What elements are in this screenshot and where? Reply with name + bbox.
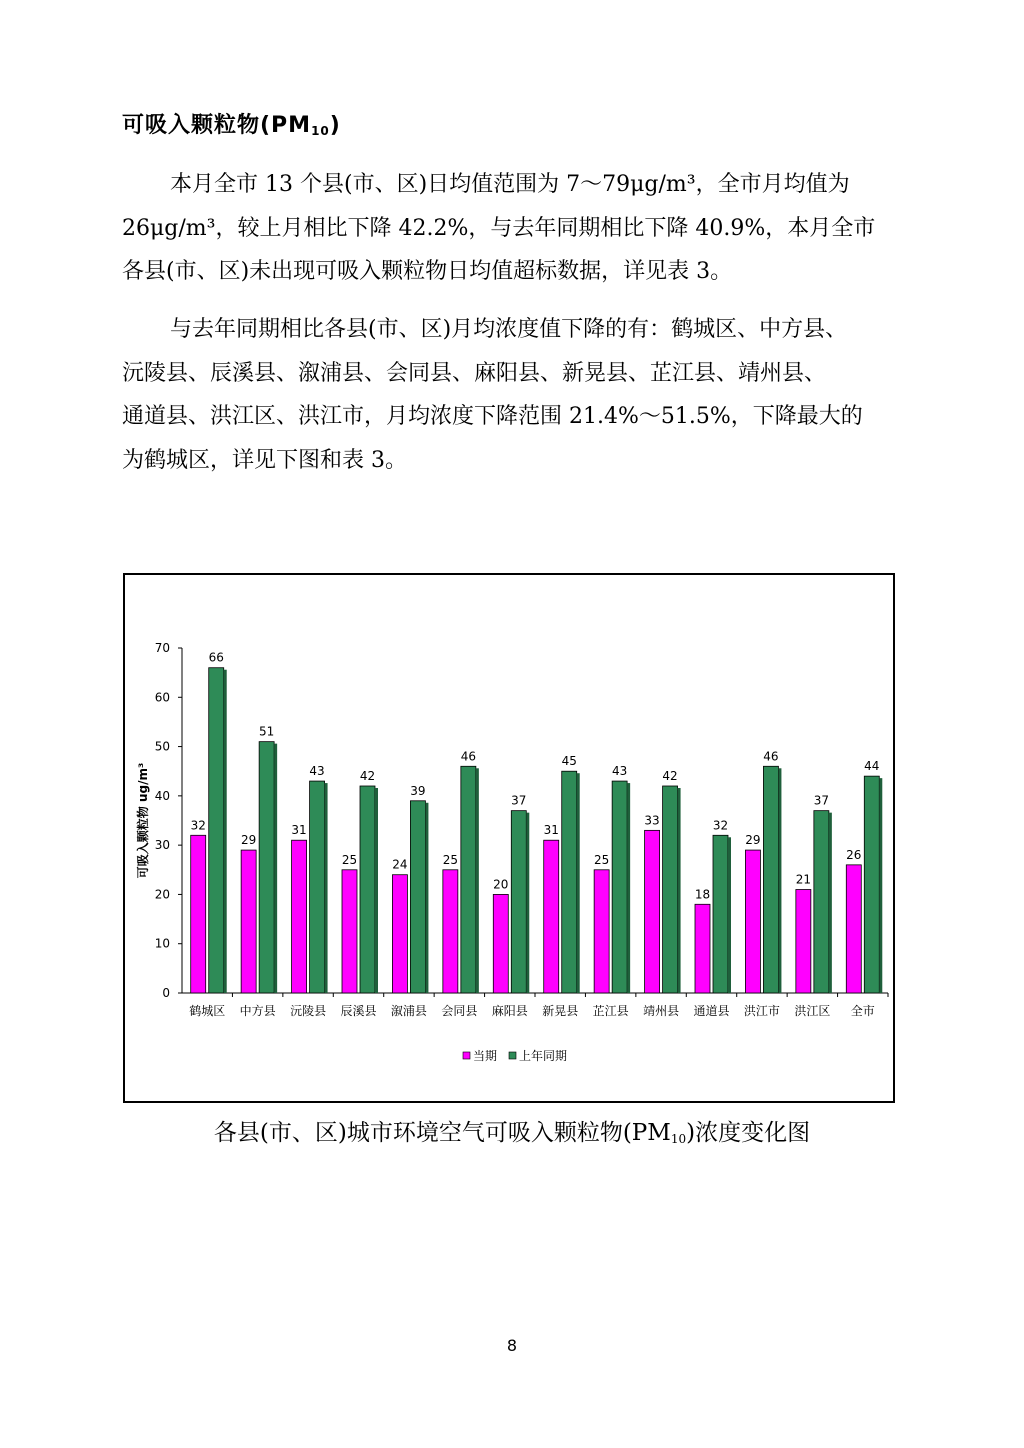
x-tick-label: 全市 [850,1004,875,1018]
section-heading [122,108,341,139]
bar-current [342,870,357,993]
caption-subscript: 10 [670,1132,687,1146]
data-label: 24 [392,857,408,872]
y-tick-label: 20 [154,887,170,902]
paragraph-2-line: 为鹤城区，详见下图和表 3。 [122,447,407,473]
x-tick-label: 会同县 [441,1004,478,1018]
bar-current [645,830,660,993]
bar-last-year [562,771,577,993]
caption-close: )浓度变化图 [686,1120,811,1146]
bar-3d-side [829,813,832,993]
x-tick-label: 中方县 [239,1004,276,1018]
data-label: 31 [291,823,307,838]
y-tick-label: 40 [154,788,170,803]
data-label: 25 [594,852,610,867]
heading-text: 可吸入颗粒物(PM [122,113,312,138]
y-tick-label: 50 [154,739,170,754]
data-label: 25 [341,852,358,867]
legend-swatch [463,1052,470,1059]
paragraph-1-line: 26μg/m³，较上月相比下降 42.2%，与去年同期相比下降 40.9%，本月全市 [122,215,876,241]
bar-3d-side [678,788,681,993]
x-tick-label: 沅陵县 [290,1004,327,1018]
y-tick-label: 30 [154,838,170,853]
bar-3d-side [274,744,277,993]
data-label: 42 [662,769,678,783]
bar-last-year [763,766,778,993]
bar-current [241,850,256,993]
data-label: 39 [410,783,426,798]
data-label: 25 [442,852,458,867]
figure-caption [0,1114,1024,1147]
bar-3d-side [526,813,529,993]
bar-current [695,904,710,993]
y-tick-label: 10 [154,936,170,951]
data-label: 33 [644,813,660,828]
bar-last-year [209,668,224,993]
bar-3d-side [879,778,882,993]
bar-chart [125,575,893,1101]
data-label: 42 [359,769,376,783]
x-tick-label: 麻阳县 [491,1004,528,1018]
bar-last-year [461,766,476,993]
legend-swatch [509,1052,516,1059]
x-tick-label: 洪江区 [794,1004,831,1018]
data-label: 29 [241,833,257,848]
paragraph-2-line: 与去年同期相比各县(市、区)月均浓度值下降的有：鹤城区、中方县、 [170,317,848,342]
x-tick-label: 芷江县 [592,1004,629,1018]
bar-3d-side [325,783,328,993]
data-label: 21 [795,872,811,887]
x-tick-label: 洪江市 [743,1004,780,1018]
bar-last-year [713,835,728,993]
data-label: 46 [763,749,779,764]
data-label: 20 [493,877,509,892]
data-label: 32 [190,818,206,833]
bar-current [392,875,407,993]
data-label: 46 [460,749,476,764]
data-label: 66 [208,650,224,665]
data-label: 51 [259,724,275,739]
bar-last-year [864,776,879,993]
y-tick-label: 0 [162,986,170,1000]
x-tick-label: 鹤城区 [189,1004,226,1018]
bar-current [846,865,861,993]
bar-last-year [310,781,325,993]
bar-last-year [259,742,274,993]
bar-current [443,870,458,993]
heading-subscript: 10 [311,124,330,138]
bar-current [493,894,508,993]
paragraph-1-line: 本月全市 13 个县(市、区)日均值范围为 7～79μg/m³，全市月均值为 [170,172,850,197]
bar-current [292,840,307,993]
paragraph-1 [122,163,922,294]
heading-close: ) [329,113,341,138]
data-label: 44 [864,759,880,774]
paragraph-2-line: 通道县、洪江区、洪江市，月均浓度下降范围 21.4%～51.5%，下降最大的 [122,404,863,429]
bar-last-year [410,801,425,993]
bar-3d-side [728,837,731,993]
bar-3d-side [778,768,781,993]
bar-3d-side [375,788,378,993]
bar-last-year [360,786,375,993]
bar-3d-side [476,768,479,993]
y-axis-label: 可吸入颗粒物 ug/m³ [136,762,150,879]
bar-last-year [612,781,627,993]
bar-3d-side [627,783,630,993]
y-tick-label: 60 [154,690,170,705]
data-label: 45 [561,754,577,769]
data-label: 43 [612,764,628,779]
bar-current [191,835,206,993]
bar-current [745,850,760,993]
chart-frame [123,573,895,1103]
bar-3d-side [425,803,428,993]
bar-last-year [663,786,678,993]
x-tick-label: 新晃县 [542,1004,579,1018]
data-label: 29 [745,833,761,848]
page-number: 8 [506,1336,518,1355]
paragraph-2-line: 沅陵县、辰溪县、溆浦县、会同县、麻阳县、新晃县、芷江县、靖州县、 [122,360,827,386]
x-tick-label: 通道县 [693,1004,730,1018]
bar-last-year [511,811,526,993]
data-label: 37 [511,793,527,808]
data-label: 43 [309,764,325,779]
x-tick-label: 靖州县 [643,1004,680,1018]
y-tick-label: 70 [154,641,170,655]
x-tick-label: 辰溪县 [340,1004,377,1018]
bar-current [594,870,609,993]
data-label: 37 [813,793,829,808]
data-label: 18 [694,887,711,902]
paragraph-2 [122,308,922,482]
bar-last-year [814,811,829,993]
bar-current [796,890,811,994]
legend-label: 当期 [473,1049,498,1063]
data-label: 26 [846,847,862,862]
paragraph-1-line: 各县(市、区)未出现可吸入颗粒物日均值超标数据，详见表 3。 [122,259,733,284]
data-label: 31 [543,823,559,838]
bar-3d-side [224,670,227,993]
data-label: 32 [712,818,729,833]
legend-label: 上年同期 [519,1049,568,1063]
caption-text: 各县(市、区)城市环境空气可吸入颗粒物(PM [213,1120,671,1146]
x-tick-label: 溆浦县 [390,1004,427,1018]
bar-3d-side [577,773,580,993]
bar-current [544,840,559,993]
